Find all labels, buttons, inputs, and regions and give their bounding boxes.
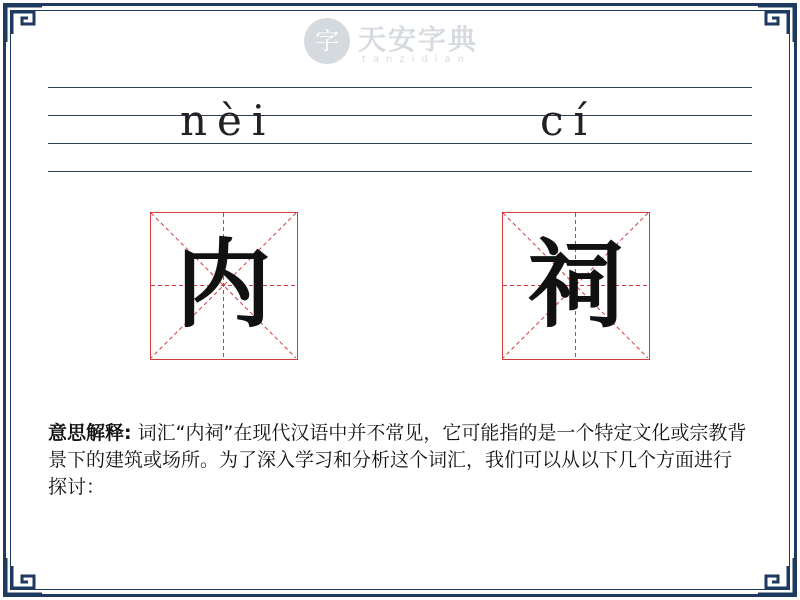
pinyin-first: nèi xyxy=(180,96,276,145)
corner-ornament-icon xyxy=(4,556,44,596)
explanation-text: 词汇“内祠”在现代汉语中并不常见，它可能指的是一个特定文化或宗教背景下的建筑或场所。为了深入学习和分析这个词汇，我们可以从以下几个方面进行探讨： xyxy=(48,422,747,498)
explanation-label: 意思解释 xyxy=(48,422,125,444)
corner-ornament-icon xyxy=(756,556,796,596)
character-grid-second xyxy=(502,212,650,360)
ruled-line xyxy=(48,143,752,144)
meaning-explanation xyxy=(48,420,748,501)
pinyin-ruled-lines xyxy=(48,87,752,173)
pinyin-second: cí xyxy=(540,96,597,145)
character-second: 祠 xyxy=(527,229,624,341)
watermark-subtitle: tanzidian xyxy=(362,54,472,65)
ruled-line xyxy=(48,171,752,172)
watermark-logo-text: 字 xyxy=(315,27,339,55)
corner-ornament-icon xyxy=(4,4,44,44)
explanation-separator: : xyxy=(124,422,132,444)
site-watermark xyxy=(300,14,500,70)
ruled-line xyxy=(48,115,752,116)
watermark-title: 天安字典 xyxy=(358,23,479,56)
character-first: 内 xyxy=(175,229,272,341)
corner-ornament-icon xyxy=(756,4,796,44)
watermark-logo-icon xyxy=(302,16,352,66)
character-grid-first xyxy=(150,212,298,360)
ruled-line xyxy=(48,87,752,88)
